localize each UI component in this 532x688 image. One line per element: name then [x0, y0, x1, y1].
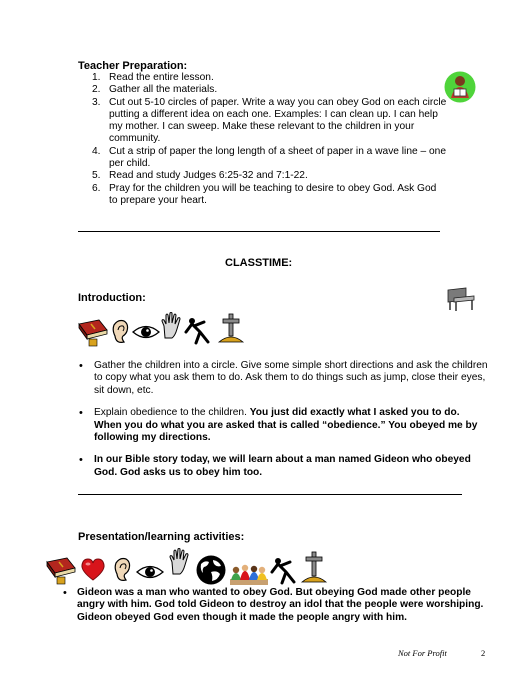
hand-icon [160, 312, 182, 340]
list-item: • Explain obedience to the children. You just did exactly what I asked you to do. When you do what you are asked that is called “obedience.” You obeyed me by following my directions. [79, 407, 478, 444]
heart-icon [80, 558, 106, 582]
page-number: 2 [481, 648, 486, 658]
list-item: • In our Bible story today, we will learn about a man named Gideon who obeyed God. God asks us to obey him too. [79, 454, 471, 478]
prep-item: 6. Pray for the children you will be teaching to desire to obey God. Ask God to prepare your heart. [92, 182, 437, 206]
prep-item: 3. Cut out 5-10 circles of paper. Write a way you can obey God on each circle putting a different idea on each one. Examples: I can clean up. I can help my mother. I can sweep. Make these relevant to the children in your community. [92, 96, 447, 145]
list-item: • Gideon was a man who wanted to obey God. But obeying God made other people angry with him. God told Gideon to destroy an idol that the people were worshiping. Gideon obeyed God even though it made the people angry with him. [63, 587, 484, 623]
bible-icon [45, 556, 77, 586]
introduction-heading: Introduction: [78, 292, 146, 304]
prep-heading: Teacher Preparation: [78, 60, 188, 72]
prep-item: 1. Read the entire lesson. [92, 72, 214, 83]
eye-icon [132, 322, 160, 342]
ear-icon [112, 556, 132, 584]
prep-item: 4. Cut a strip of paper the long length of a sheet of paper in a wave line – one per child. [92, 145, 446, 170]
presentation-heading: Presentation/learning activities: [78, 531, 245, 543]
stretching-person-icon [184, 316, 214, 346]
footer-label: Not For Profit [398, 648, 447, 658]
teacher-reading-icon [444, 70, 476, 104]
bible-icon [77, 318, 109, 348]
hand-icon [168, 548, 190, 576]
globe-icon [195, 554, 227, 586]
stretching-person-icon [270, 556, 300, 586]
list-item: • Gather the children into a circle. Give some simple short directions and ask the children to copy what you ask them to do. Ask them to do things such as jump, close their eyes, sit down, etc. [79, 360, 488, 396]
children-group-icon [229, 562, 269, 586]
prep-list [92, 72, 447, 207]
classtime-heading: CLASSTIME: [225, 257, 293, 269]
divider-rule [78, 494, 462, 495]
ear-icon [110, 318, 130, 346]
prep-item: 5. Read and study Judges 6:25-32 and 7:1-22. [92, 170, 308, 182]
eye-icon [136, 562, 164, 582]
presentation-bullets [60, 587, 490, 624]
school-desk-icon [444, 286, 476, 312]
prep-item: 2. Gather all the materials. [92, 84, 218, 96]
cross-icon [217, 312, 245, 344]
divider-rule [78, 231, 440, 232]
cross-icon [300, 550, 328, 584]
introduction-bullets [76, 360, 488, 479]
